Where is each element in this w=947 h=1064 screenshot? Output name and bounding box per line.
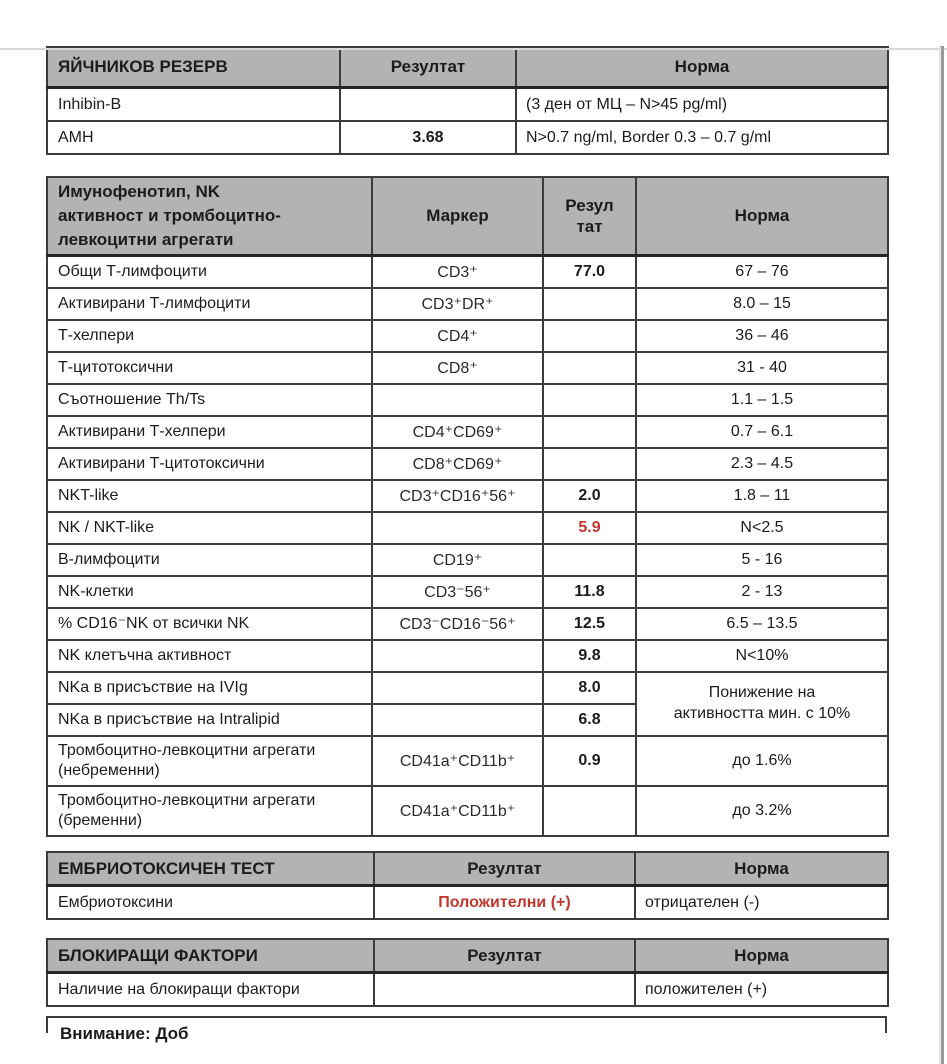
- test-result: 0.9: [543, 736, 636, 786]
- table-row: [47, 384, 888, 416]
- table-row: [47, 608, 888, 640]
- test-name: NKa в присъствие на Intralipid: [47, 704, 372, 736]
- test-name: Наличие на блокиращи фактори: [47, 973, 374, 1007]
- test-norm: до 1.6%: [636, 736, 888, 786]
- table-header-row: [47, 939, 888, 973]
- table-row: [47, 672, 888, 704]
- test-marker: [372, 512, 543, 544]
- test-result: [543, 288, 636, 320]
- test-name: Активирани Т-лимфоцити: [47, 288, 372, 320]
- test-result: 8.0: [543, 672, 636, 704]
- test-name: Съотношение Th/Ts: [47, 384, 372, 416]
- test-result-abnormal: Положителни (+): [374, 886, 635, 920]
- table-row: [47, 736, 888, 786]
- test-name: NK / NKT-like: [47, 512, 372, 544]
- test-marker: CD4⁺: [372, 320, 543, 352]
- column-header-norm: Норма: [636, 177, 888, 256]
- table-row: [47, 352, 888, 384]
- test-norm: до 3.2%: [636, 786, 888, 836]
- test-name: NKT-like: [47, 480, 372, 512]
- test-marker: CD19⁺: [372, 544, 543, 576]
- test-marker: CD3⁺DR⁺: [372, 288, 543, 320]
- test-norm: 1.1 – 1.5: [636, 384, 888, 416]
- test-norm: положителен (+): [635, 973, 888, 1007]
- test-marker: [372, 384, 543, 416]
- test-norm: 8.0 – 15: [636, 288, 888, 320]
- test-name: Ембриотоксини: [47, 886, 374, 920]
- test-norm: N<2.5: [636, 512, 888, 544]
- column-header-result: [543, 177, 636, 256]
- test-norm: 36 – 46: [636, 320, 888, 352]
- test-norm: 2.3 – 4.5: [636, 448, 888, 480]
- column-header-result: Резултат: [340, 47, 516, 88]
- test-name: Т-цитотоксични: [47, 352, 372, 384]
- test-marker: [372, 640, 543, 672]
- title-line: активност и тромбоцитно-: [58, 206, 281, 226]
- table-row: [47, 121, 888, 154]
- test-norm: 67 – 76: [636, 256, 888, 289]
- blocking-table-title: БЛОКИРАЩИ ФАКТОРИ: [47, 939, 374, 973]
- test-result: [543, 352, 636, 384]
- test-name: % CD16⁻NK от всички NK: [47, 608, 372, 640]
- table-row: [47, 886, 888, 920]
- ovarian-table-title: ЯЙЧНИКОВ РЕЗЕРВ: [47, 47, 340, 88]
- table-header-row: [47, 852, 888, 886]
- test-result: [543, 384, 636, 416]
- column-header-norm: Норма: [635, 852, 888, 886]
- column-header-result-label: Резул​тат: [565, 195, 614, 236]
- column-header-result: Резултат: [374, 939, 635, 973]
- test-name: В-лимфоцити: [47, 544, 372, 576]
- embryotoxic-test-table: [46, 851, 889, 920]
- test-name: Тромбоцитно-левкоцитни агрегати (небременни): [47, 736, 372, 786]
- test-name: Активирани Т-цитотоксични: [47, 448, 372, 480]
- test-name: Общи Т-лимфоцити: [47, 256, 372, 289]
- test-result: [543, 544, 636, 576]
- test-result: [543, 786, 636, 836]
- test-norm: N>0.7 ng/ml, Border 0.3 – 0.7 g/ml: [516, 121, 888, 154]
- embryotoxic-table-title: ЕМБРИОТОКСИЧЕН ТЕСТ: [47, 852, 374, 886]
- norm-line: активността мин. с 10%: [673, 705, 851, 722]
- table-row: [47, 416, 888, 448]
- table-row: [47, 480, 888, 512]
- test-marker: CD8⁺CD69⁺: [372, 448, 543, 480]
- immunophenotype-table: [46, 176, 889, 837]
- test-norm: 5 - 16: [636, 544, 888, 576]
- test-result: [543, 320, 636, 352]
- test-result-abnormal: 5.9: [543, 512, 636, 544]
- column-header-result: Резултат: [374, 852, 635, 886]
- test-result: 2.0: [543, 480, 636, 512]
- test-marker: CD8⁺: [372, 352, 543, 384]
- table-row: [47, 544, 888, 576]
- ovarian-reserve-table: [46, 46, 889, 155]
- test-result: 11.8: [543, 576, 636, 608]
- test-name: NKa в присъствие на IVIg: [47, 672, 372, 704]
- test-marker: CD3⁺: [372, 256, 543, 289]
- test-name: NK клетъчна активност: [47, 640, 372, 672]
- test-result: [374, 973, 635, 1007]
- page-top-edge-line: [0, 48, 947, 50]
- table-row: [47, 512, 888, 544]
- test-name: Тромбоцитно-левкоцитни агрегати (бременни): [47, 786, 372, 836]
- table-row: [47, 320, 888, 352]
- test-norm: N<10%: [636, 640, 888, 672]
- table-row: [47, 256, 888, 289]
- test-result: 77.0: [543, 256, 636, 289]
- cutoff-footer-box: [46, 1016, 887, 1043]
- title-line: Имунофенотип, NK: [58, 182, 221, 202]
- test-marker: CD3⁻56⁺: [372, 576, 543, 608]
- test-name: Т-хелпери: [47, 320, 372, 352]
- test-norm: 0.7 – 6.1: [636, 416, 888, 448]
- norm-line: Понижение на: [708, 684, 816, 702]
- test-norm: (3 ден от МЦ – N>45 pg/ml): [516, 88, 888, 122]
- blocking-factors-table: [46, 938, 889, 1007]
- test-marker: CD3⁺CD16⁺56⁺: [372, 480, 543, 512]
- title-line: левкоцитни агрегати: [58, 229, 234, 249]
- test-result: [543, 448, 636, 480]
- test-marker: CD4⁺CD69⁺: [372, 416, 543, 448]
- immuno-table-title: [47, 177, 372, 256]
- table-row: [47, 786, 888, 836]
- test-marker: [372, 672, 543, 704]
- lab-report-page: [0, 46, 947, 1064]
- page-right-edge-line: [939, 46, 944, 1064]
- test-name: AMH: [47, 121, 340, 154]
- test-norm: 31 - 40: [636, 352, 888, 384]
- test-marker: CD41a⁺CD11b⁺: [372, 786, 543, 836]
- table-row: [47, 576, 888, 608]
- test-name: NK-клетки: [47, 576, 372, 608]
- test-result: 9.8: [543, 640, 636, 672]
- test-norm: 6.5 – 13.5: [636, 608, 888, 640]
- table-row: [47, 640, 888, 672]
- test-result: [340, 88, 516, 122]
- test-marker: CD3⁻CD16⁻56⁺: [372, 608, 543, 640]
- test-norm: отрицателен (-): [635, 886, 888, 920]
- test-name: Активирани Т-хелпери: [47, 416, 372, 448]
- cutoff-footer-text: Внимание: Доб: [60, 1024, 189, 1043]
- column-header-norm: Норма: [635, 939, 888, 973]
- column-header-norm: Норма: [516, 47, 888, 88]
- test-marker: [372, 704, 543, 736]
- test-norm: 1.8 – 11: [636, 480, 888, 512]
- test-result: 3.68: [340, 121, 516, 154]
- column-header-marker: Маркер: [372, 177, 543, 256]
- table-header-row: [47, 177, 888, 256]
- table-row: [47, 88, 888, 122]
- test-name: Inhibin-B: [47, 88, 340, 122]
- test-norm: 2 - 13: [636, 576, 888, 608]
- test-norm-merged: [636, 672, 888, 736]
- test-result: 6.8: [543, 704, 636, 736]
- test-result: 12.5: [543, 608, 636, 640]
- test-marker: CD41a⁺CD11b⁺: [372, 736, 543, 786]
- table-row: [47, 288, 888, 320]
- table-row: [47, 448, 888, 480]
- test-result: [543, 416, 636, 448]
- table-header-row: [47, 47, 888, 88]
- table-row: [47, 973, 888, 1007]
